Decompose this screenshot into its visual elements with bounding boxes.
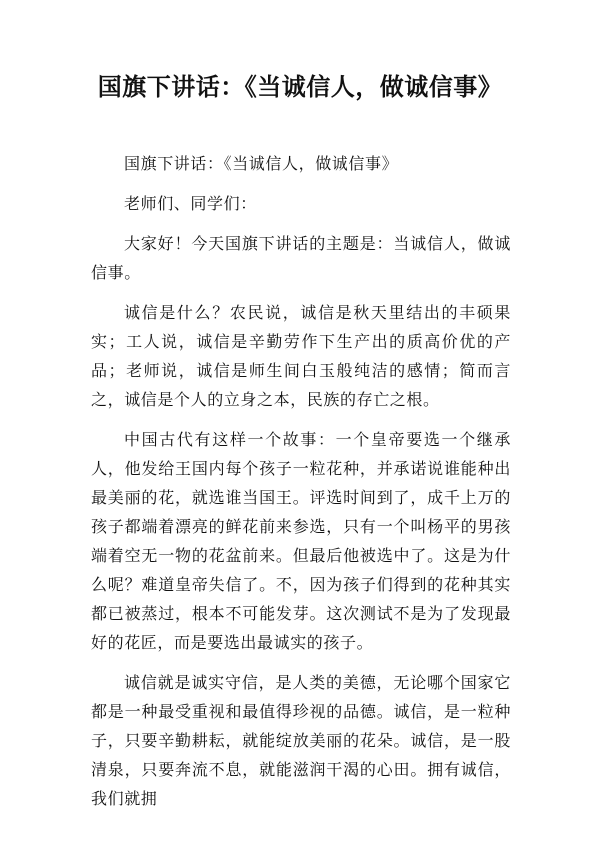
- paragraph-what-is-integrity: 诚信是什么？农民说，诚信是秋天里结出的丰硕果实；工人说，诚信是辛勤劳作下生产出的质高价优的产品；老师说，诚信是师生间白玉般纯洁的感情；简而言之，诚信是个人的立身之本，民族的存亡之根。: [91, 303, 511, 409]
- paragraph-salutation: 老师们、同学们：: [124, 194, 257, 213]
- paragraph-greeting: 大家好！今天国旗下讲话的主题是：当诚信人，做诚信事。: [91, 234, 511, 282]
- document-body: [91, 149, 511, 824]
- document-title: 国旗下讲话：《当诚信人，做诚信事》: [97, 72, 503, 101]
- paragraph-integrity-virtue: 诚信就是诚实守信，是人类的美德，无论哪个国家它都是一种最受重视和最值得珍视的品德。诚信，是一粒种子，只要辛勤耕耘，就能绽放美丽的花朵。诚信，是一股清泉，只要奔流不息，就能滋润干渴的心田。拥有诚信，我们就拥: [91, 673, 511, 808]
- paragraph-ancient-story: 中国古代有这样一个故事：一个皇帝要选一个继承人，他发给王国内每个孩子一粒花种，并承诺说谁能种出最美丽的花，就选谁当国王。评选时间到了，成千上万的孩子都端着漂亮的鲜花前来参选，只有一个叫杨平的男孩端着空无一物的花盆前来。但最后他被选中了。这是为什么呢？难道皇帝失信了。不，因为孩子们得到的花种其实都已被蒸过，根本不可能发芽。这次测试不是为了发现最好的花匠，而是要选出最诚实的孩子。: [91, 430, 511, 652]
- paragraph-heading-repeat: 国旗下讲话：《当诚信人，做诚信事》: [124, 154, 399, 173]
